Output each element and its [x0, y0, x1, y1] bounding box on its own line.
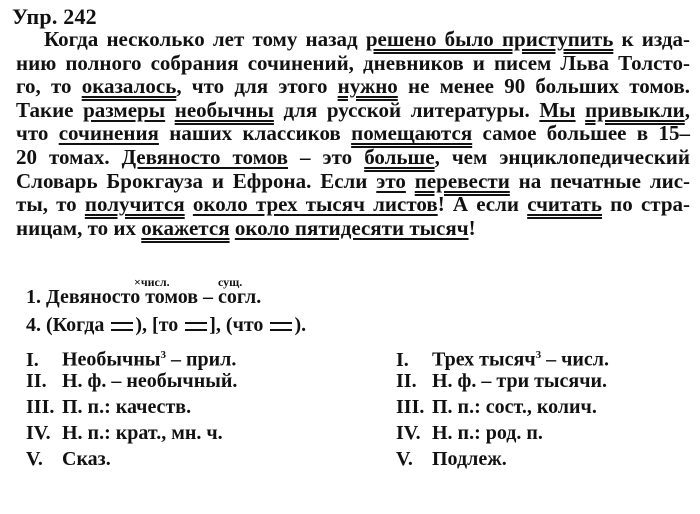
text-segment: ницам, то их [16, 215, 142, 240]
row-number: II. [396, 370, 417, 392]
row-text: Н. п.: крат., мн. ч. [62, 422, 223, 444]
text-segment: – это [288, 144, 365, 169]
text-segment: го, то [16, 74, 82, 99]
row-text: Сказ. [62, 448, 111, 470]
row-number: V. [26, 448, 43, 470]
text-segment: нию полного собрания сочинений, дневников и писем Льва Толсто- [16, 50, 690, 75]
text-line [16, 146, 690, 170]
text-segment [406, 169, 415, 193]
row-number: I. [26, 348, 39, 371]
exercise-text [16, 28, 690, 240]
row-text: Подлеж. [432, 448, 507, 470]
analysis-row [26, 420, 237, 446]
predicate-mark [111, 322, 133, 331]
text-segment: наших классиков [158, 121, 352, 146]
analysis-left-column [26, 342, 237, 472]
text-segment [185, 192, 193, 216]
analysis-row [396, 342, 609, 371]
scheme-part: ], (что [209, 314, 269, 336]
row-text: Н. ф. – необычный. [62, 370, 238, 392]
underlined-word: оказалось [81, 74, 177, 99]
row-text: П. п.: качеств. [62, 396, 192, 418]
underlined-word: необычны [174, 97, 274, 122]
text-segment: , [684, 97, 690, 122]
text-segment [165, 98, 175, 122]
underlined-word: окажется [141, 215, 230, 240]
analysis-row [26, 446, 237, 472]
text-line [16, 217, 690, 241]
row-superscript: 3 [160, 349, 166, 361]
text-line [16, 52, 690, 76]
noun-mark: сущ. [218, 275, 243, 289]
text-line [16, 170, 690, 194]
text-segment: Такие [16, 97, 84, 122]
numeral-mark: ×числ. [134, 275, 170, 289]
row-number: II. [26, 370, 47, 392]
row-text: Н. п.: род. п. [432, 422, 543, 444]
text-segment: , что для этого [176, 74, 338, 99]
analysis-line-1-text: 1. Девяносто томов – согл. [26, 286, 262, 308]
text-line [16, 193, 690, 217]
underlined-word: нужно [337, 74, 398, 99]
underlined-word: считать [527, 192, 602, 217]
analysis-row [396, 446, 609, 472]
underlined-word: около пятидесяти тысяч [234, 215, 469, 240]
underlined-word: сочинения [58, 121, 159, 146]
predicate-mark [185, 322, 207, 331]
row-text-rest: – числ. [541, 348, 609, 371]
analysis-right-column [396, 342, 609, 472]
text-segment: Когда несколько лет тому назад [44, 27, 366, 51]
row-number: III. [396, 396, 425, 418]
text-line [16, 99, 690, 123]
text-segment: для русской литературы. [273, 97, 540, 122]
text-segment [576, 98, 586, 122]
text-line [16, 28, 690, 52]
underlined-word: помещаются [351, 121, 473, 146]
text-segment: не менее 90 больших томов. [397, 74, 690, 99]
row-text: Необычны [62, 348, 161, 371]
scheme-part: 4. (Когда [26, 314, 110, 336]
underlined-word: решено было приступить [365, 27, 614, 51]
text-segment: к изда- [613, 27, 691, 51]
row-number: III. [26, 396, 55, 418]
underlined-word: размеры [83, 97, 166, 122]
row-number: IV. [26, 422, 51, 444]
text-segment: , чем энциклопедический [434, 144, 690, 169]
row-number: IV. [396, 422, 421, 444]
row-text: Трех тысяч [432, 348, 536, 371]
row-text: П. п.: сост., колич. [432, 396, 597, 418]
underlined-word: это [376, 168, 406, 193]
underlined-word: около трех тысяч листов [192, 192, 438, 217]
text-segment: на печатные лис- [509, 168, 691, 193]
analysis-row [26, 342, 237, 371]
row-number: V. [396, 448, 413, 470]
underlined-word: больше [364, 144, 435, 169]
underlined-word: перевести [414, 168, 510, 193]
scheme-part: ), [то [135, 314, 184, 336]
row-text: Н. ф. – три тысячи. [432, 370, 608, 392]
analysis-row [26, 394, 237, 420]
text-segment: самое большее в 15– [472, 121, 690, 146]
row-number: I. [396, 348, 409, 371]
text-segment: Словарь Брокгауза и Ефрона. Если [16, 168, 377, 193]
text-segment: по стра- [601, 192, 691, 217]
predicate-mark [270, 322, 292, 331]
underlined-word: Девяносто томов [121, 144, 289, 169]
text-segment: ! [468, 215, 476, 240]
text-line [16, 75, 690, 99]
row-superscript: 3 [535, 349, 542, 361]
text-segment: что [16, 121, 59, 146]
underlined-word: Мы [539, 97, 576, 122]
text-segment: ты, то [16, 192, 85, 217]
row-text-rest: – прил. [165, 348, 237, 371]
text-segment: ! А если [437, 192, 528, 217]
text-segment: 20 томах. [16, 144, 122, 169]
analysis-row [396, 420, 609, 446]
analysis-row [396, 368, 609, 394]
underlined-word: привыкли [585, 97, 685, 122]
sentence-scheme [26, 314, 306, 337]
text-line [16, 122, 690, 146]
analysis-line-1 [26, 275, 262, 309]
scheme-part: ). [294, 314, 307, 336]
analysis-row [26, 368, 237, 394]
underlined-word: получится [84, 192, 185, 217]
analysis-row [396, 394, 609, 420]
exercise-title: Упр. 242 [12, 4, 97, 29]
